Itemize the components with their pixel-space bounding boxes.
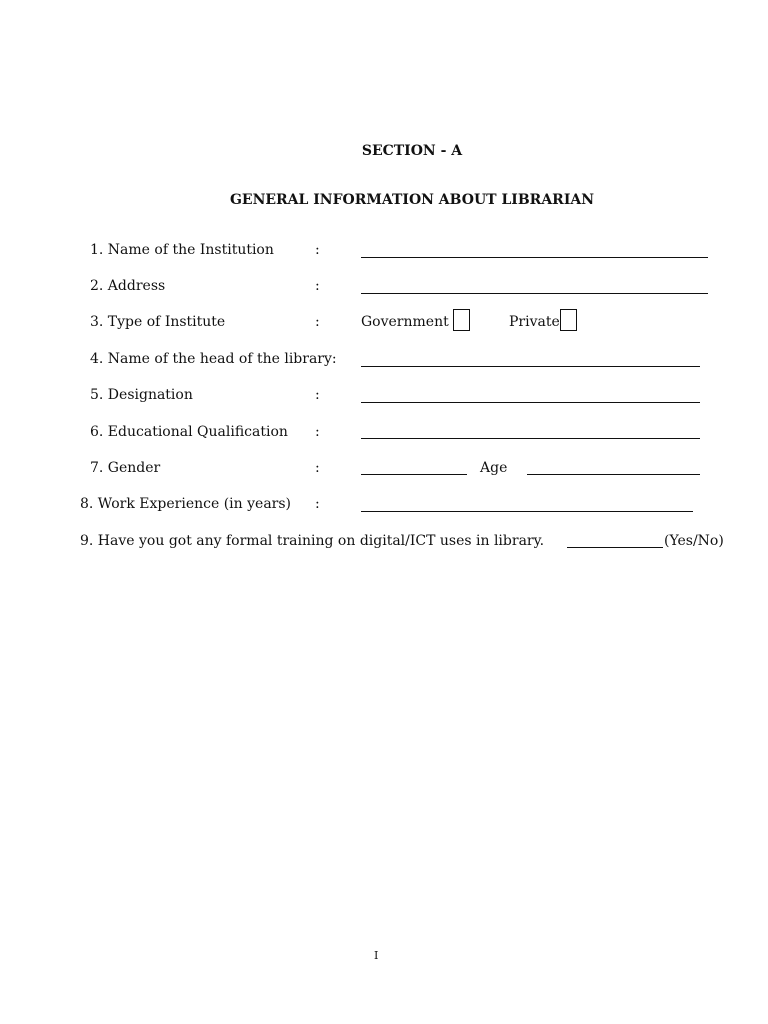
experience-label: 8. Work Experience (in years) [80,496,291,512]
private-option-label: Private [509,314,560,330]
designation-label: 5. Designation [90,387,193,403]
gender-blank[interactable] [361,474,467,475]
designation-blank[interactable] [361,402,700,403]
training-suffix: (Yes/No) [664,533,724,549]
institution-blank[interactable] [361,257,708,258]
qualification-colon: : [315,424,320,440]
age-blank[interactable] [527,474,700,475]
private-checkbox[interactable] [560,309,577,331]
page-number: I [374,949,379,962]
government-checkbox[interactable] [453,309,470,331]
institution-label: 1. Name of the Institution [90,242,274,258]
section-title: SECTION - A [361,143,463,159]
head-blank[interactable] [361,366,700,367]
form-title: GENERAL INFORMATION ABOUT LIBRARIAN [229,192,595,208]
qualification-label: 6. Educational Qualification [90,424,288,440]
qualification-blank[interactable] [361,438,700,439]
designation-colon: : [315,387,320,403]
training-blank[interactable] [567,547,663,548]
institute-type-label: 3. Type of Institute [90,314,226,330]
address-blank[interactable] [361,293,708,294]
address-colon: : [315,278,320,294]
experience-blank[interactable] [361,511,693,512]
head-label: 4. Name of the head of the library: [90,351,337,367]
training-label: 9. Have you got any formal training on digital/ICT uses in library. [80,533,545,549]
government-option-label: Government [361,314,449,330]
institute-type-colon: : [315,314,320,330]
age-label: Age [480,460,508,476]
experience-colon: : [315,496,320,512]
gender-colon: : [315,460,320,476]
gender-label: 7. Gender [90,460,161,476]
institution-colon: : [315,242,320,258]
address-label: 2. Address [90,278,166,294]
